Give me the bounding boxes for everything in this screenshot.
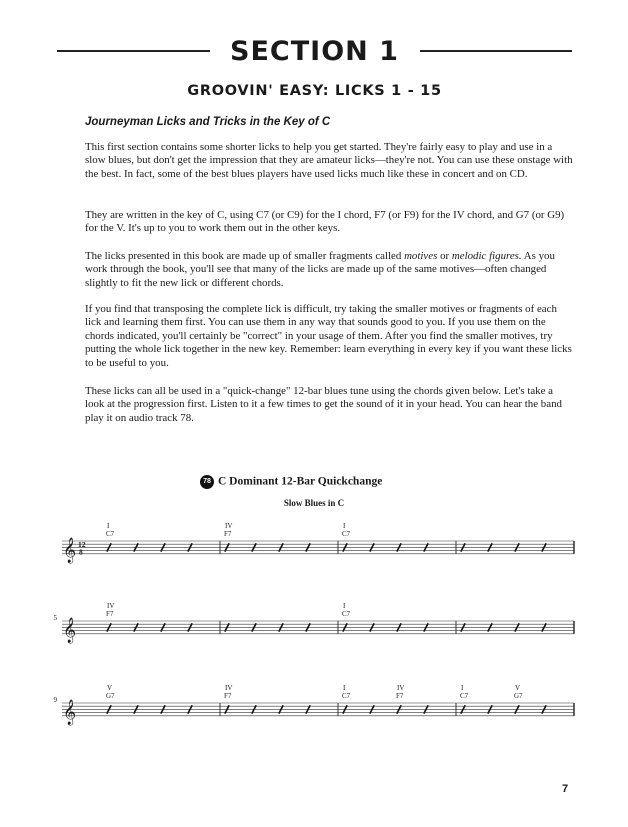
paragraph-intro: This first section contains some shorter licks to help you get started. They're fairly easy to play and use in a slow blues, but don't get the impression that they are amateur licks—they're not. You can use these onstage with the best. In fact, some of the best blues players have used licks much like these in concert and on CD. — [85, 141, 573, 180]
chart-title-text: C Dominant 12-Bar Quickchange — [218, 475, 383, 488]
treble-clef-icon: 𝄞 — [63, 536, 77, 562]
paragraph-key: They are written in the key of C, using C7 (or C9) for the I chord, F7 (or F9) for the IV chord, and G7 (or G9) for the V. It's up to you to work them out in the other keys. — [85, 209, 565, 235]
chord-symbol: G7 — [514, 692, 523, 700]
chord-symbol: F7 — [224, 530, 232, 538]
roman-numeral: I — [343, 522, 346, 530]
section-title: SECTION 1 — [230, 36, 399, 67]
chord-symbol: F7 — [106, 610, 114, 618]
chord-symbol: C7 — [460, 692, 469, 700]
lick-range-title: GROOVIN' EASY: LICKS 1 - 15 — [187, 83, 442, 99]
chord-symbol: F7 — [224, 692, 232, 700]
time-signature-top: 12 — [78, 540, 86, 550]
roman-numeral: IV — [397, 684, 405, 692]
chord-symbol: F7 — [396, 692, 404, 700]
roman-numeral: V — [515, 684, 521, 692]
roman-numeral: I — [343, 684, 346, 692]
chord-symbol: C7 — [342, 692, 351, 700]
page-number: 7 — [562, 783, 569, 795]
chord-symbol: C7 — [342, 530, 351, 538]
roman-numeral: IV — [107, 602, 115, 610]
paragraph-motives: The licks presented in this book are made up of smaller fragments called motives or melodic figures. As you work through the book, you'll see that many of the licks are made up of the same motives—often changed slightly to fit the new lick or different chords. — [85, 250, 555, 289]
treble-clef-icon: 𝄞 — [63, 616, 77, 642]
roman-numeral: I — [107, 522, 110, 530]
chord-symbol: G7 — [106, 692, 115, 700]
chart-style: Slow Blues in C — [283, 498, 345, 508]
chord-symbol: C7 — [342, 610, 351, 618]
time-signature-bottom: 8 — [79, 547, 83, 557]
paragraph-progression: These licks can all be used in a "quick-change" 12-bar blues tune using the chords given below. Let's take a look at the progression first. Listen to it a few times to get the sound of it in your head. You can hear the band play it on audio track 78. — [85, 385, 562, 424]
treble-clef-icon: 𝄞 — [63, 698, 77, 724]
chord-symbol: C7 — [106, 530, 115, 538]
roman-numeral: V — [107, 684, 113, 692]
measure-number: 5 — [53, 614, 57, 622]
section-heading: Journeyman Licks and Tricks in the Key of C — [85, 116, 331, 128]
roman-numeral: I — [461, 684, 464, 692]
roman-numeral: IV — [225, 684, 233, 692]
roman-numeral: IV — [225, 522, 233, 530]
roman-numeral: I — [343, 602, 346, 610]
paragraph-transposing: If you find that transposing the complete lick is difficult, try taking the smaller motives or fragments of each lick and learning them first. You can use them in any way that sounds good to you. If you use them on the chords indicated, you'll certainly be "correct" in your usage of them. After you find the smaller motives, try putting the whole lick together in the new key. Remember: learn everything in every key if you want these licks to be useful to you. — [85, 303, 572, 369]
measure-number: 9 — [53, 696, 57, 704]
audio-track-icon: 78 — [200, 475, 214, 489]
